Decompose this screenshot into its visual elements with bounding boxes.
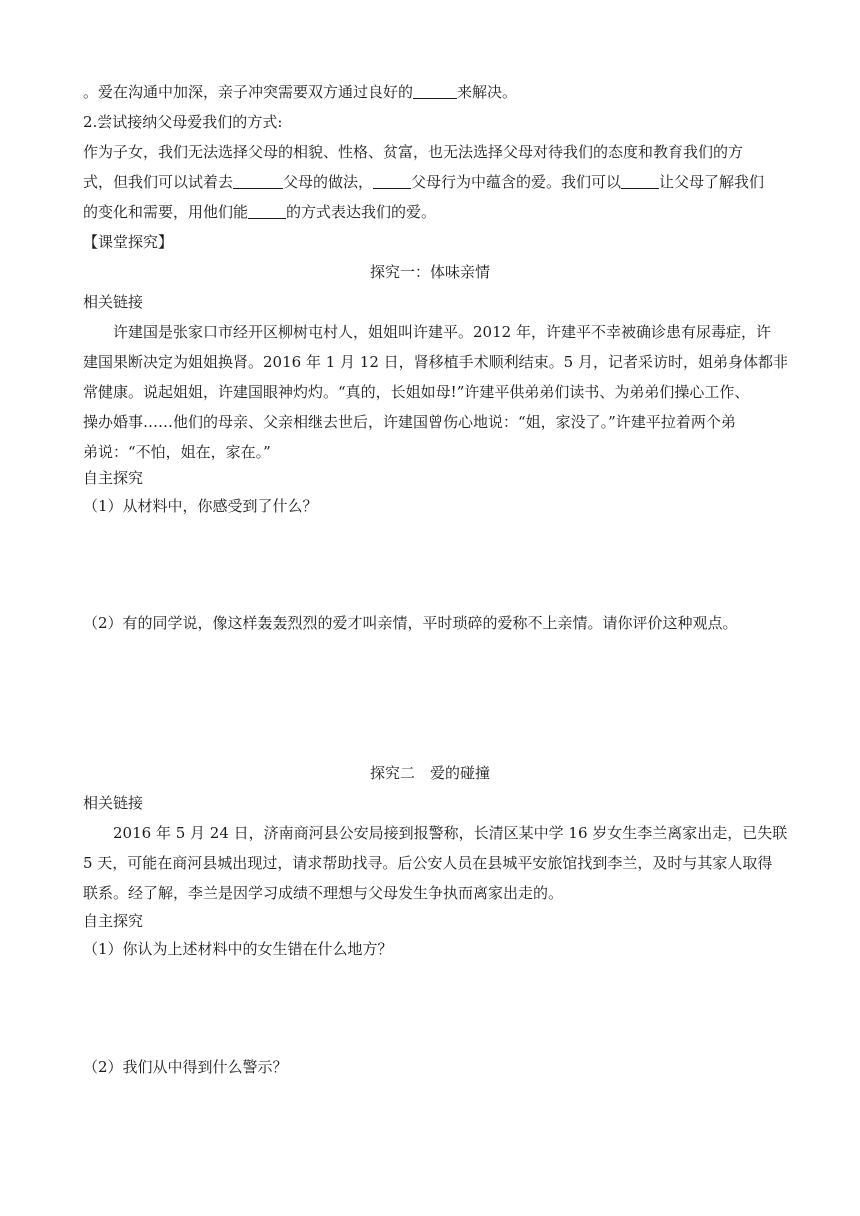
explore2-link-label: 相关链接: [83, 794, 144, 812]
explore1-para-line: 常健康。说起姐姐，许建国眼神灼灼。“真的，长姐如母!”许建平供弟弟们读书、为弟弟们操心工作、: [83, 383, 750, 401]
intro-line-2: 2.尝试接纳父母爱我们的方式:: [83, 113, 283, 131]
intro-line-1: [83, 82, 783, 102]
explore2-title: 探究二 爱的碰撞: [369, 764, 490, 782]
intro-line-5: 的变化和需要，用他们能 的方式表达我们的爱。: [83, 203, 437, 221]
intro-line-4: 式，但我们可以试着去 父母的做法， 父母行为中蕴含的爱。我们可以 让父母了解我们: [83, 173, 765, 191]
fill-blank: [621, 173, 659, 189]
explore1-para-line: 弟说：“不怕，姐在，家在。”: [83, 443, 271, 461]
fill-blank: [233, 173, 283, 189]
explore1-para-line: 建国果断决定为姐姐换肾。2016 年 1 月 12 日，肾移植手术顺利结束。5 月，记者采访时，姐弟身体都非: [83, 353, 788, 371]
intro-line-3: 作为子女，我们无法选择父母的相貌、性格、贫富，也无法选择父母对待我们的态度和教育我们的方: [83, 143, 744, 161]
intro-line-1-text: 。爱在沟通中加深，亲子冲突需要双方通过良好的: [83, 83, 414, 101]
explore1-link-label: 相关链接: [83, 293, 144, 311]
explore2-question-1: （1）你认为上述材料中的女生错在什么地方？: [83, 940, 393, 958]
explore1-para-line: 操办婚事……他们的母亲、父亲相继去世后，许建国曾伤心地说：“姐，家没了。”许建平拉着两个弟: [83, 413, 736, 431]
fill-blank: [248, 203, 286, 219]
fill-blank: [413, 83, 457, 99]
section-title: 【课堂探究】: [83, 233, 174, 251]
explore1-question-2: （2）有的同学说，像这样轰轰烈烈的爱才叫亲情，平时琐碎的爱称不上亲情。请你评价这种观点。: [83, 614, 738, 632]
explore2-self-label: 自主探究: [83, 912, 144, 930]
explore1-title: 探究一：体味亲情: [369, 263, 490, 281]
explore1-self-label: 自主探究: [83, 469, 144, 487]
fill-blank: [373, 173, 411, 189]
explore2-question-2: （2）我们从中得到什么警示？: [83, 1058, 288, 1076]
explore1-para-line: 许建国是张家口市经开区柳树屯村人，姐姐叫许建平。2012 年，许建平不幸被确诊患有尿毒症，许: [113, 323, 771, 341]
explore2-para-line: 2016 年 5 月 24 日，济南商河县公安局接到报警称，长清区某中学 16 岁女生李兰离家出走，已失联: [113, 824, 788, 842]
explore1-question-1: （1）从材料中，你感受到了什么？: [83, 497, 318, 515]
intro-line-1-end: 来解决。: [457, 83, 518, 101]
explore2-para-line: 5 天，可能在商河县城出现过，请求帮助找寻。后公安人员在县城平安旅馆找到李兰，及时与其家人取得: [83, 854, 773, 872]
explore2-para-line: 联系。经了解，李兰是因学习成绩不理想与父母发生争执而离家出走的。: [83, 884, 564, 902]
